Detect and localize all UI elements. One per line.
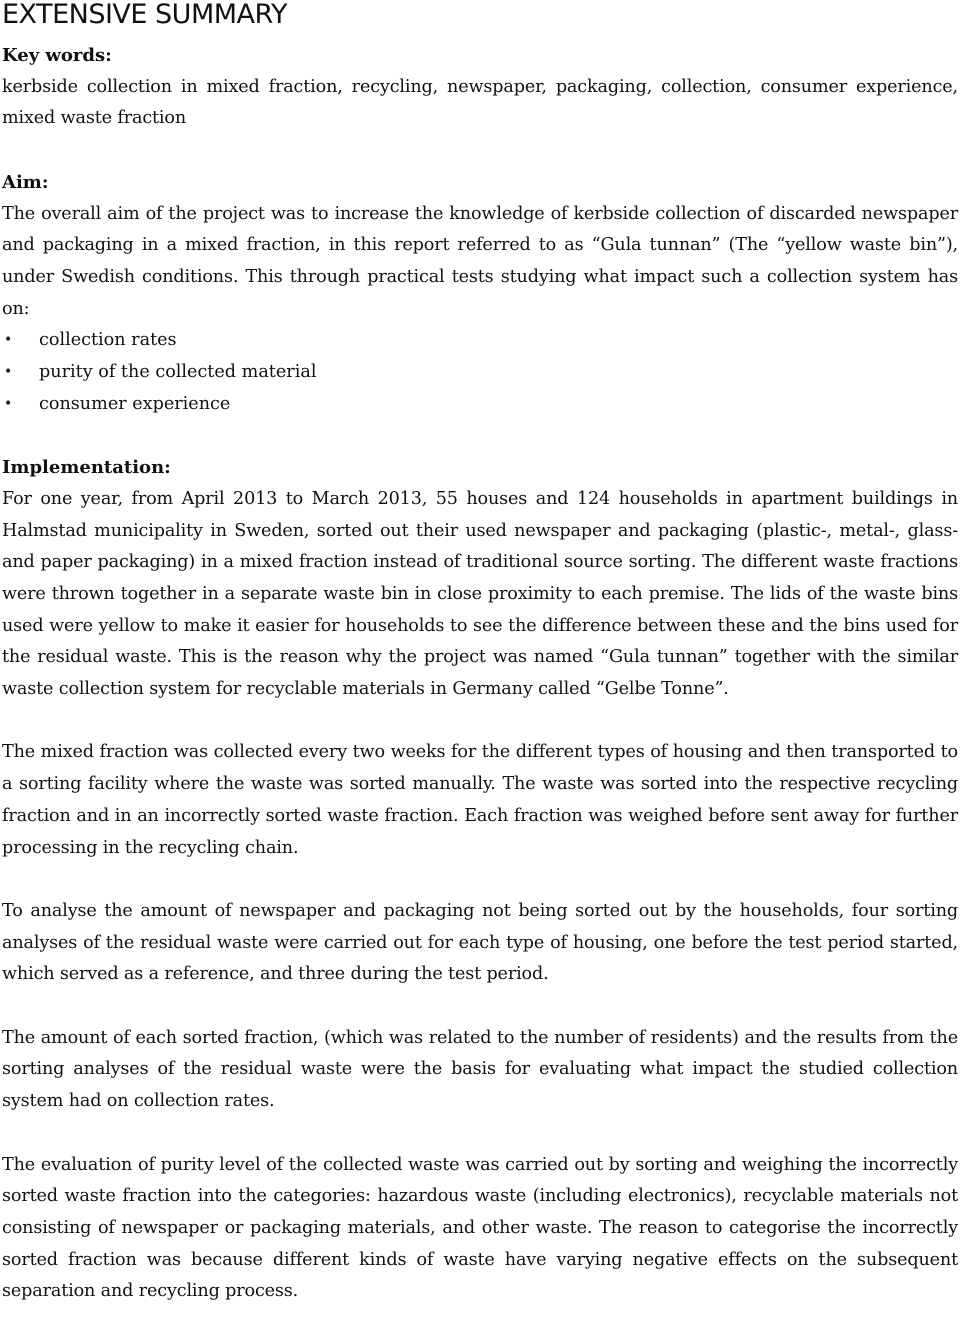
bullet-text: consumer experience (39, 393, 231, 414)
implementation-paragraph-4: The amount of each sorted fraction, (which was related to the number of residents) and the results from the sorting analyses of the residual waste were the basis for evaluating what impact the studied collection system had on collection rates. (2, 1027, 958, 1112)
spacer (2, 864, 958, 896)
implementation-section (2, 452, 958, 1308)
bullet-text: purity of the collected material (39, 362, 317, 383)
implementation-paragraph-3: To analyse the amount of newspaper and packaging not being sorted out by the households, four sorting analyses of the residual waste were carried out for each type of housing, one before the test period started, which served as a reference, and three during the test period. (2, 900, 958, 985)
aim-section (2, 167, 958, 421)
bullet-icon: • (4, 395, 13, 412)
keywords-heading: Key words: (2, 45, 112, 66)
keywords-text: kerbside collection in mixed fraction, recycling, newspaper, packaging, collection, consumer experience, mixed waste fraction (2, 76, 958, 129)
list-item (2, 325, 958, 357)
spacer (2, 706, 958, 738)
implementation-paragraph-2: The mixed fraction was collected every two weeks for the different types of housing and then transported to a sorting facility where the waste was sorted manually. The waste was sorted into the respective recycling fraction and in an incorrectly sorted waste fraction. Each fraction was weighed before sent away for further processing in the recycling chain. (2, 742, 958, 858)
aim-heading: Aim: (2, 171, 49, 193)
bullet-text: collection rates (39, 330, 177, 351)
spacer (2, 135, 958, 167)
implementation-heading: Implementation: (2, 457, 171, 479)
spacer (2, 1118, 958, 1150)
list-item (2, 389, 958, 421)
aim-bullet-list (2, 325, 958, 420)
keywords-section (2, 40, 958, 135)
document-title: EXTENSIVE SUMMARY (2, 0, 288, 30)
spacer (2, 420, 958, 452)
bullet-icon: • (4, 332, 13, 349)
spacer (2, 991, 958, 1023)
bullet-icon: • (4, 364, 13, 381)
implementation-paragraph-1: For one year, from April 2013 to March 2013, 55 houses and 124 households in apartment buildings in Halmstad municipality in Sweden, sorted out their used newspaper and packaging (plastic-, metal-, glass- and paper packaging) in a mixed fraction instead of traditional source sorting. The different waste fractions were thrown together in a separate waste bin in close proximity to each premise. The lids of the waste bins used were yellow to make it easier for households to see the difference between these and the bins used for the residual waste. This is the reason why the project was named “Gula tunnan” together with the similar waste collection system for recyclable materials in Germany called “Gelbe Tonne”. (2, 488, 958, 700)
implementation-paragraph-5: The evaluation of purity level of the collected waste was carried out by sorting and weighing the incorrectly sorted waste fraction into the categories: hazardous waste (including electronics), recyclable materials not consisting of newspaper or packaging materials, and other waste. The reason to categorise the incorrectly sorted fraction was because different kinds of waste have varying negative effects on the subsequent separation and recycling process. (2, 1154, 958, 1302)
aim-text: The overall aim of the project was to increase the knowledge of kerbside collection of discarded newspaper and packaging in a mixed fraction, in this report referred to as “Gula tunnan” (The “yellow waste bin”), under Swedish conditions. This through practical tests studying what impact such a collection system has on: (2, 203, 958, 319)
list-item (2, 357, 958, 389)
